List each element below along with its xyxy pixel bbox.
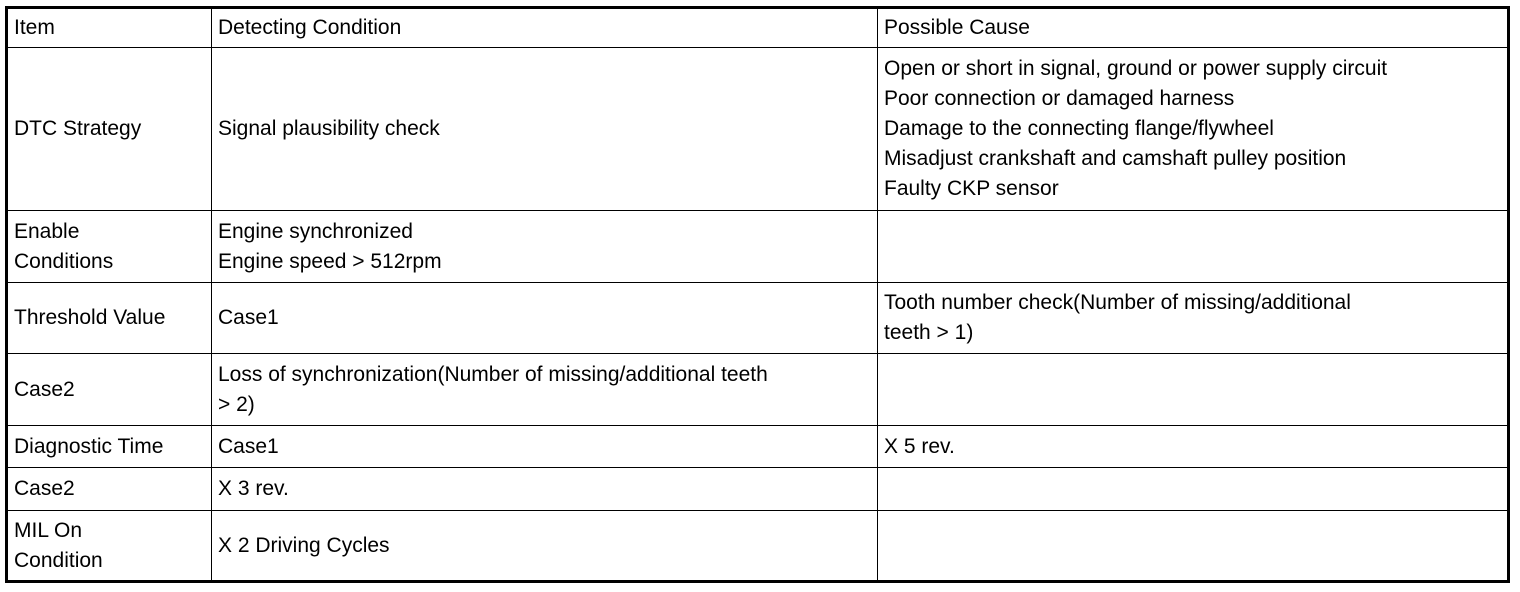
cell-item: Case2: [7, 354, 212, 426]
cell-item: Diagnostic Time: [7, 426, 212, 468]
cell-condition: X 2 Driving Cycles: [212, 511, 878, 582]
cell-cause: [878, 211, 1509, 283]
cell-cause: [878, 468, 1509, 511]
cell-item: MIL On Condition: [7, 511, 212, 582]
table-row: [7, 354, 1509, 426]
cell-condition: Signal plausibility check: [212, 48, 878, 211]
cell-condition: Loss of synchronization(Number of missing/additional teeth > 2): [212, 354, 878, 426]
cell-cause: X 5 rev.: [878, 426, 1509, 468]
table-row: [7, 48, 1509, 211]
table-row: [7, 211, 1509, 283]
column-header-detecting-condition: Detecting Condition: [212, 8, 878, 48]
cell-item: Threshold Value: [7, 283, 212, 354]
column-header-possible-cause: Possible Cause: [878, 8, 1509, 48]
table-row: [7, 283, 1509, 354]
column-header-item: Item: [7, 8, 212, 48]
cell-cause: Tooth number check(Number of missing/additional teeth > 1): [878, 283, 1509, 354]
dtc-table: [5, 6, 1510, 583]
cell-condition: X 3 rev.: [212, 468, 878, 511]
table-row: [7, 511, 1509, 582]
cell-condition: Case1: [212, 426, 878, 468]
cell-cause: Open or short in signal, ground or power supply circuit Poor connection or damaged harness Damage to the connecting flange/flywheel Misadjust crankshaft and camshaft pulley position Faulty CKP sensor: [878, 48, 1509, 211]
table-row: [7, 426, 1509, 468]
table-row: [7, 468, 1509, 511]
cell-item: DTC Strategy: [7, 48, 212, 211]
cell-item: Enable Conditions: [7, 211, 212, 283]
cell-cause: [878, 354, 1509, 426]
cell-cause: [878, 511, 1509, 582]
cell-condition: Engine synchronized Engine speed > 512rpm: [212, 211, 878, 283]
cell-item: Case2: [7, 468, 212, 511]
cell-condition: Case1: [212, 283, 878, 354]
table-header-row: [7, 8, 1509, 48]
